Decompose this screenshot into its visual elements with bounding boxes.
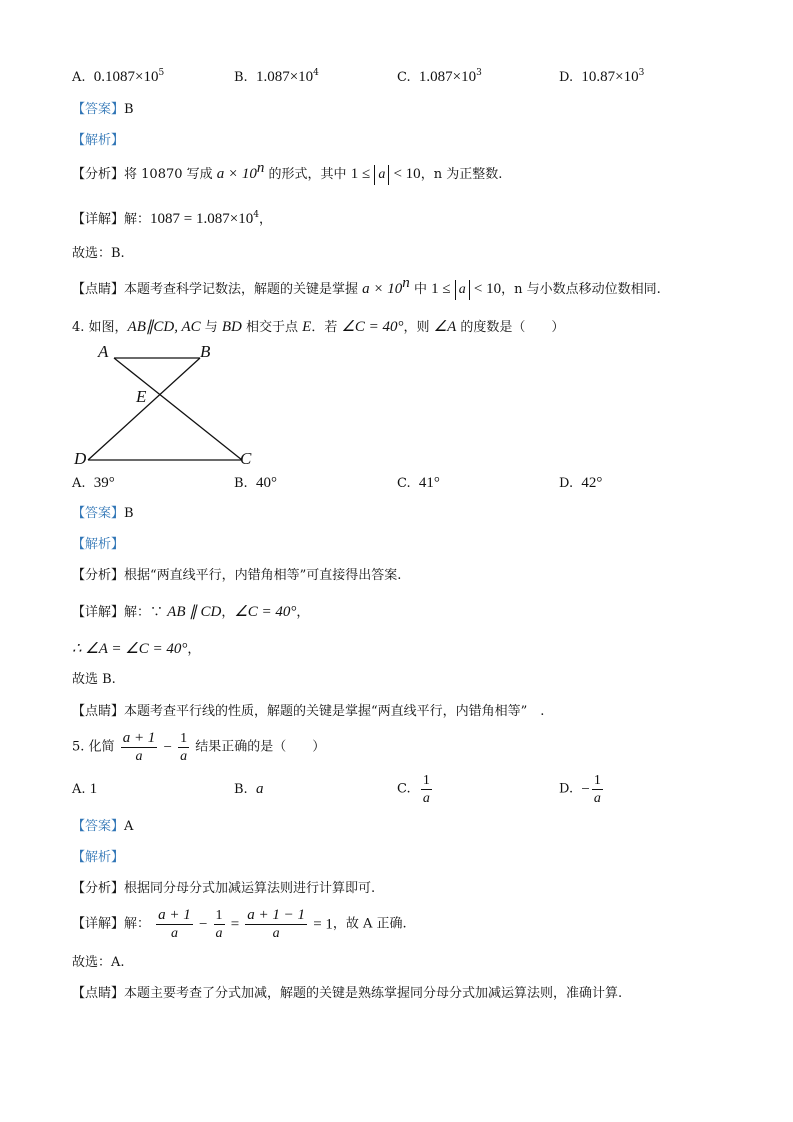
q3-fenxi: 【分析】将 10870 写成 $a \times 10^n$ 的形式，其中 1 ≤ a < 10，n 为正整数. (72, 165, 502, 185)
q5-option-b: B. a (234, 781, 264, 797)
fraction: $\frac{a + 1}{a}$ (158, 907, 191, 941)
q4-option-c: C. 41° (397, 475, 440, 491)
fraction: $\frac{1}{a}$ (422, 773, 430, 806)
label-c: C (240, 449, 252, 468)
q4-comment: 【点睛】本题考查平行线的性质，解题的关键是掌握“两直线平行，内错角相等” . (72, 704, 545, 719)
q3-comment: 【点睛】本题考查科学记数法，解题的关键是掌握 $a \times 10^n$ 中 1 ≤ a < 10，n 与小数点移动位数相同. (72, 280, 661, 300)
fraction: $\frac{a + 1}{a}$ (122, 730, 156, 764)
label-e: E (136, 387, 147, 406)
label-a: A (98, 342, 109, 361)
q4-fenxi: 【分析】根据“两直线平行，内错角相等”可直接得出答案. (72, 568, 402, 583)
fraction: $\frac{1}{a}$ (593, 773, 601, 806)
q3-option-c: C. $1.087\times 10^3$ (397, 68, 482, 85)
label-d: D (74, 449, 87, 468)
q4-analysis-tag: 【解析】 (72, 537, 125, 552)
q4-option-d: D. 42° (559, 475, 603, 491)
q5-option-d: D. − $\frac{1}{a}$ (559, 773, 601, 806)
q5-option-c: C. $\frac{1}{a}$ (397, 773, 430, 806)
q4-detail: 【详解】解：∵ AB ∥ CD，∠C = 40°， (72, 604, 310, 620)
q5-stem: 5. 化简 $\frac{a + 1}{a}$ − $\frac{1}{a}$ 结果正确的是（ ） (72, 730, 326, 764)
q4-figure (70, 340, 270, 468)
q4-option-b: B. 40° (234, 475, 277, 491)
q4-stem: 4. 如图，AB∥CD, AC 与 BD 相交于点 E．若 ∠C = 40°，则 ∠A 的度数是（ ） (72, 319, 565, 335)
segment-ac (114, 358, 242, 460)
q3-option-a: A. $0.1087\times 10^5$ (72, 68, 165, 85)
q5-option-a: A. 1 (72, 781, 98, 797)
segment-bd (88, 358, 200, 460)
q3-option-d: D. $10.87\times 10^3$ (559, 68, 645, 85)
q3-answer: 【答案】B (72, 102, 134, 117)
q3-detail: 【详解】解：$1087 = 1.087\times 10^4$， (72, 210, 272, 227)
label-b: B (200, 342, 211, 361)
q5-comment: 【点睛】本题主要考查了分式加减，解题的关键是熟练掌握同分母分式加减运算法则，准确计算. (72, 986, 623, 1001)
fraction: $\frac{a + 1 - 1}{a}$ (247, 907, 306, 941)
q4-therefore: ∴ ∠A = ∠C = 40°， (72, 641, 201, 657)
q3-analysis-tag: 【解析】 (72, 133, 125, 148)
q4-answer: 【答案】B (72, 506, 134, 521)
q5-answer: 【答案】A (72, 819, 134, 834)
q5-choose: 故选：A. (72, 955, 125, 970)
fraction: $\frac{1}{a}$ (215, 908, 223, 941)
q5-fenxi: 【分析】根据同分母分式加减运算法则进行计算即可. (72, 881, 376, 896)
q5-detail: 【详解】解： $\frac{a + 1}{a}$ − $\frac{1}{a}$ = $\frac{a + 1 - 1}{a}$ = 1，故 A 正确. (72, 907, 407, 941)
q4-choose: 故选 B. (72, 672, 116, 687)
fraction: $\frac{1}{a}$ (180, 731, 188, 764)
q4-option-a: A. 39° (72, 475, 115, 491)
q5-analysis-tag: 【解析】 (72, 850, 125, 865)
q3-choose: 故选：B. (72, 246, 125, 261)
q3-option-b: B. $1.087\times 10^4$ (234, 68, 319, 85)
